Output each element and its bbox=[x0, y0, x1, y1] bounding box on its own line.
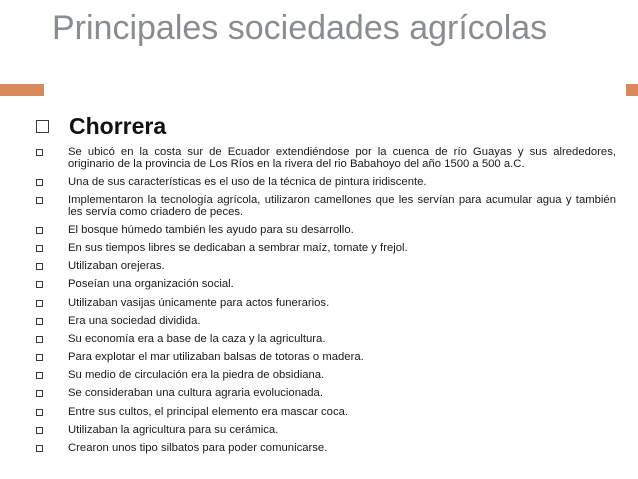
square-bullet-icon bbox=[36, 390, 43, 397]
list-item bbox=[36, 316, 616, 328]
list-item bbox=[36, 177, 616, 189]
square-bullet-icon bbox=[36, 245, 43, 252]
list-item-text: El bosque húmedo también les ayudo para su desarrollo. bbox=[68, 223, 354, 236]
square-bullet-icon bbox=[36, 300, 43, 307]
accent-bar-left bbox=[0, 84, 44, 96]
square-bullet-icon bbox=[36, 227, 43, 234]
list-item-text: En sus tiempos libres se dedicaban a sembrar maíz, tomate y frejol. bbox=[68, 241, 408, 254]
list-item-text: Poseían una organización social. bbox=[68, 278, 234, 291]
section-heading bbox=[36, 113, 166, 140]
square-bullet-icon bbox=[36, 409, 43, 416]
list-item-text: Su economía era a base de la caza y la agricultura. bbox=[68, 332, 326, 345]
list-item bbox=[36, 388, 616, 400]
list-item-text: Se ubicó en la costa sur de Ecuador extendiéndose por la cuenca de río Guayas y sus alrededores, originario de la provincia de Los Ríos en la rivera del rio Babahoyo del año 1500 a 500 a.C. bbox=[68, 146, 616, 170]
square-bullet-icon bbox=[36, 427, 43, 434]
list-item bbox=[36, 298, 616, 310]
list-item bbox=[36, 243, 616, 255]
list-item-text: Utilizaban la agricultura para su cerámica. bbox=[68, 423, 279, 436]
list-item-text: Para explotar el mar utilizaban balsas de totoras o madera. bbox=[68, 351, 364, 364]
square-bullet-icon bbox=[36, 149, 43, 156]
square-bullet-icon bbox=[36, 120, 49, 133]
accent-bar-right bbox=[626, 84, 638, 96]
list-item-text: Se consideraban una cultura agraria evolucionada. bbox=[68, 387, 323, 400]
square-bullet-icon bbox=[36, 281, 43, 288]
list-item-text: Entre sus cultos, el principal elemento era mascar coca. bbox=[68, 405, 349, 418]
list-item-text: Utilizaban vasijas únicamente para actos funerarios. bbox=[68, 296, 330, 309]
list-item bbox=[36, 261, 616, 273]
square-bullet-icon bbox=[36, 318, 43, 325]
list-item bbox=[36, 370, 616, 382]
square-bullet-icon bbox=[36, 372, 43, 379]
list-item bbox=[36, 425, 616, 437]
list-item-text: Crearon unos tipo silbatos para poder comunicarse. bbox=[68, 442, 328, 454]
list-item bbox=[36, 195, 616, 218]
square-bullet-icon bbox=[36, 354, 43, 361]
section-heading-text: Chorrera bbox=[69, 113, 167, 139]
square-bullet-icon bbox=[36, 336, 43, 343]
list-item bbox=[36, 279, 616, 291]
list-item-text: Su medio de circulación era la piedra de obsidiana. bbox=[68, 369, 325, 382]
list-item-text: Una de sus características es el uso de la técnica de pintura iridiscente. bbox=[68, 175, 427, 188]
square-bullet-icon bbox=[36, 197, 43, 204]
list-item-text: Utilizaban orejeras. bbox=[68, 260, 165, 273]
square-bullet-icon bbox=[36, 179, 43, 186]
list-item bbox=[36, 407, 616, 419]
square-bullet-icon bbox=[36, 263, 43, 270]
slide-title: Principales sociedades agrícolas bbox=[52, 9, 548, 47]
list-item bbox=[36, 225, 616, 237]
list-item bbox=[36, 443, 616, 455]
list-item-text: Era una sociedad dividida. bbox=[68, 314, 201, 327]
list-item bbox=[36, 352, 616, 364]
bullet-list bbox=[36, 147, 616, 461]
list-item bbox=[36, 147, 616, 170]
list-item bbox=[36, 334, 616, 346]
list-item-text: Implementaron la tecnología agrícola, utilizaron camellones que les servían para acumular agua y también les servía como criadero de peces. bbox=[68, 193, 616, 218]
square-bullet-icon bbox=[36, 445, 43, 452]
